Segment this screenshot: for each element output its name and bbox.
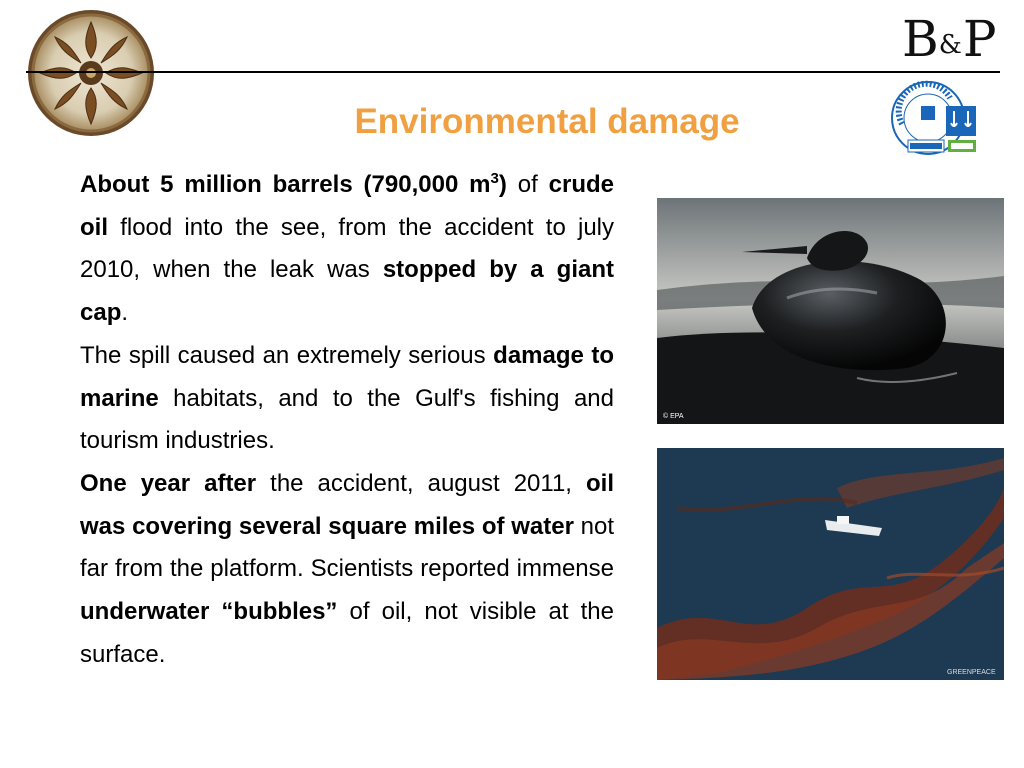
spill-photo-credit: GREENPEACE: [947, 669, 996, 676]
oil-slick-aerial-photo: [657, 448, 1004, 680]
logo-letter-p: P: [962, 10, 996, 68]
paragraph-damage: The spill caused an extremely serious damage to marine habitats, and to the Gulf's fishing and tourism industries.: [80, 341, 615, 455]
emphasis-crude-oil: crude oil: [80, 171, 614, 241]
logo-letter-b: B: [902, 10, 938, 68]
body-text: [80, 164, 614, 676]
emphasis-oil-covering: oil was covering several square miles of water: [80, 469, 614, 540]
emphasis-underwater-bubbles: underwater “bubbles”: [80, 598, 338, 626]
header-rule: [26, 71, 1000, 73]
bird-photo-credit: © EPA: [663, 413, 684, 420]
paragraph-one-year-after: One year after the accident, august 2011, oil was covering several square miles of water not far from the platform. Scientists reported immense underwater “bubbles” of oil, not visible at the surface.: [80, 469, 614, 668]
logo-ampersand: &: [938, 30, 962, 60]
emphasis-giant-cap: stopped by a giant cap: [80, 256, 615, 327]
paragraph-barrels: About 5 million barrels (790,000 $m^3$) of crude oil flood into the see, from the accident to july 2010, when the leak was stopped by a giant cap.: [80, 170, 615, 327]
emphasis-barrels: About 5 million barrels (790,000 $m^3$): [80, 170, 507, 198]
emphasis-marine-damage: damage to marine: [80, 341, 615, 412]
iso-certification-seal-icon: [888, 78, 984, 160]
rosette-ornament-icon: [26, 8, 156, 138]
slide-title: Environmental damage: [354, 102, 740, 141]
company-logo: [902, 10, 996, 68]
oiled-bird-photo: [657, 198, 1004, 424]
emphasis-one-year-after: One year after: [80, 469, 257, 497]
